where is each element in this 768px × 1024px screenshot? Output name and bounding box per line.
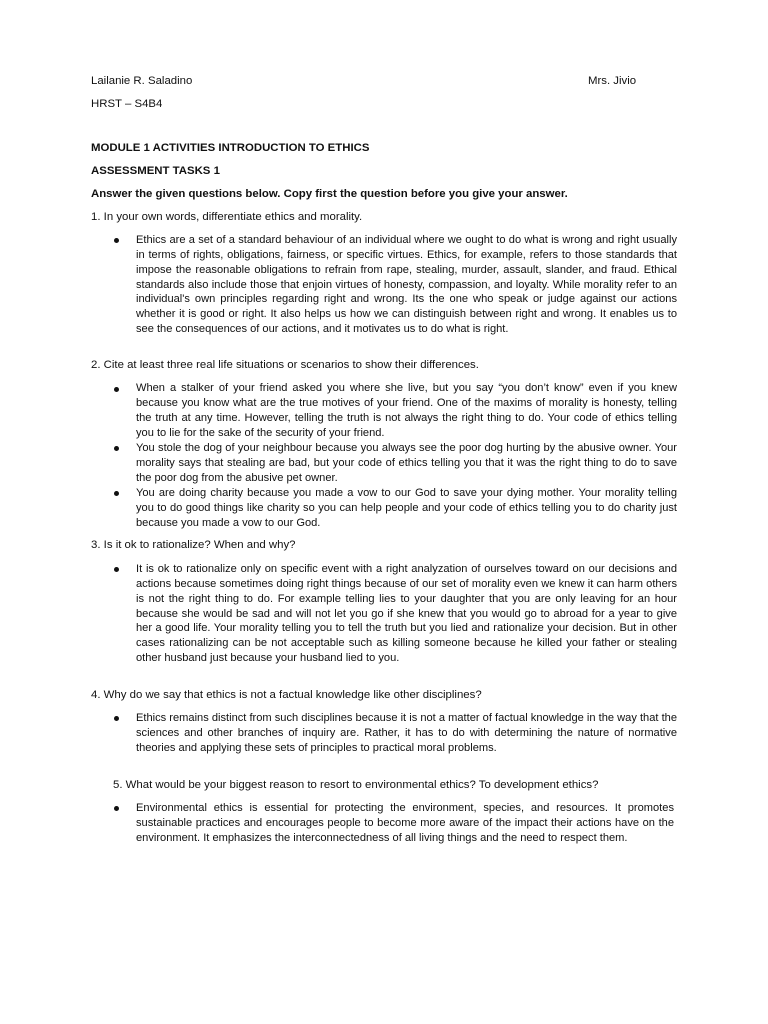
bullet-icon (114, 806, 119, 811)
answer-1-1: Ethics are a set of a standard behaviour of an individual where we ought to do what is wrong and right usually in terms of rights, obligations, fairness, or specific virtues. Ethics, for example, refers to those standards that impose the reasonable obligations to refrain from rape, stealing, murder, assault, slander, and fraud. Ethical standards also include those that enjoin virtues of honesty, compassion, and loyalty. While morality refer to an individual's own principles regarding right and wrong. Its the one who speak or judge against our actions whether it is good or right. It also helps us how we can distinguish between right and wrong. It enables us to see the consequences of our actions, and it motivates us to do what is right. (136, 234, 677, 336)
section-code: HRST – S4B4 (91, 98, 163, 110)
teacher-name: Mrs. Jivio (588, 75, 637, 87)
module-title: MODULE 1 ACTIVITIES INTRODUCTION TO ETHICS (91, 142, 370, 154)
bullet-icon (114, 387, 119, 392)
answer-4-1: Ethics remains distinct from such disciplines because it is not a matter of factual knowledge in the way that the sciences and other branches of inquiry are. Rather, it has to do with determining the nature of normative theories and applying these sets of principles to practical moral problems. (136, 712, 677, 754)
student-name: Lailanie R. Saladino (91, 75, 193, 87)
bullet-icon (114, 238, 119, 243)
answer-5-1: Environmental ethics is essential for protecting the environment, species, and resources. It promotes sustainable practices and encourages people to become more aware of the impact their actions have on the environment. It emphasizes the interconnectedness of all living things and the need to respect them. (136, 802, 674, 844)
bullet-icon (114, 446, 119, 451)
bullet-icon (114, 491, 119, 496)
bullet-icon (114, 716, 119, 721)
instruction-text: Answer the given questions below. Copy first the question before you give your answer. (91, 188, 568, 200)
answer-2-1: When a stalker of your friend asked you where she live, but you say “you don’t know” even if you knew because you know what are the true motives of your friend. One of the maxims of morality is honesty, telling the truth at any time. However, telling the truth is not always the right thing to do. Your code of ethics telling you to lie for the sake of the security of your friend. (136, 382, 677, 439)
answer-2-2: You stole the dog of your neighbour because you always see the poor dog hurting by the abusive owner. Your morality says that stealing are bad, but your code of ethics telling you that it was the right thing to do to save the poor dog from the abusive pet owner. (136, 442, 677, 484)
question-4: 4. Why do we say that ethics is not a factual knowledge like other disciplines? (91, 689, 482, 701)
bullet-icon (114, 567, 119, 572)
answer-2-3: You are doing charity because you made a vow to our God to save your dying mother. Your morality telling you to do good things like charity so you can help people and your code of ethics telling you to do charity just because you made a vow to our God. (136, 487, 677, 529)
question-1: 1. In your own words, differentiate ethics and morality. (91, 211, 363, 223)
assessment-title: ASSESSMENT TASKS 1 (91, 165, 220, 177)
answer-3-1: It is ok to rationalize only on specific event with a right analyzation of ourselves toward on our decisions and actions because sometimes doing right things because of our set of morality even we knew it can harm others is not the right thing to do. For example telling lies to your daughter that you are only leaving for an hour because she would be sad and will not let you go if she knew that you would go to abroad for a year to give her a good life. Your morality telling you to tell the truth but you lied and rationalize your decision. But in other cases rationalizing can be not acceptable such as killing someone because he killed your father or stealing other husband just because your husband lied to you. (136, 563, 677, 665)
question-2: 2. Cite at least three real life situations or scenarios to show their differences. (91, 359, 479, 371)
question-3: 3. Is it ok to rationalize? When and why? (91, 539, 296, 551)
question-5: 5. What would be your biggest reason to resort to environmental ethics? To development ethics? (113, 779, 599, 791)
